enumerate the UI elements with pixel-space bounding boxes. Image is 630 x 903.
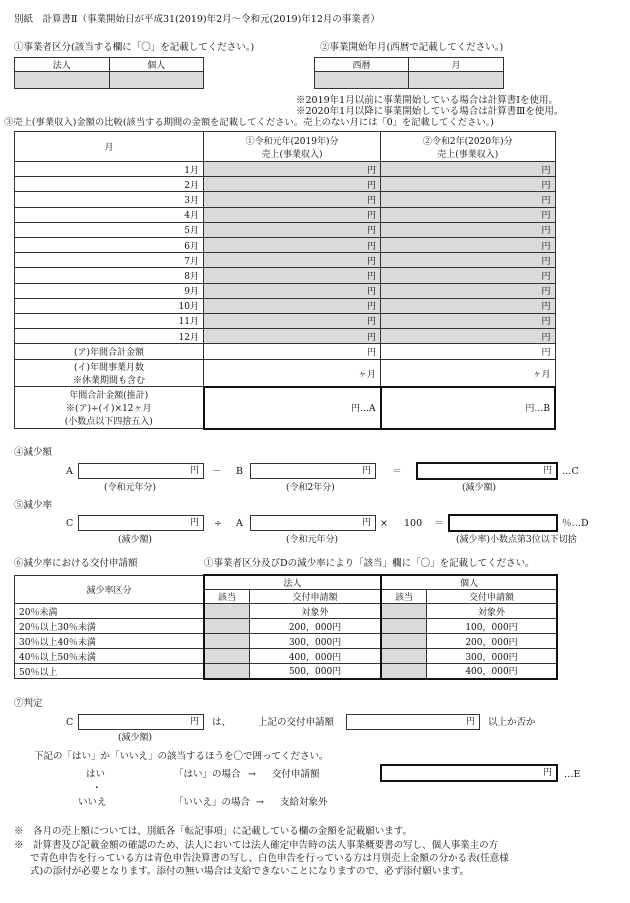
corporation-header: 法人 bbox=[15, 58, 110, 72]
kubun-header: 減少率区分 bbox=[15, 575, 205, 604]
month-label: 5月 bbox=[15, 222, 204, 237]
month-label: 2月 bbox=[15, 177, 204, 192]
corp-check-header: 該当 bbox=[204, 590, 250, 604]
corp-group-header: 法人 bbox=[204, 575, 381, 590]
month-row bbox=[15, 237, 556, 252]
month-row bbox=[15, 207, 556, 222]
sales-2019-cell[interactable]: 円 bbox=[204, 192, 381, 207]
corp-amount-cell: 対象外 bbox=[250, 604, 382, 619]
sales-2019-cell[interactable]: 円 bbox=[204, 177, 381, 192]
equals-sign-2: ＝ bbox=[434, 518, 444, 529]
sales-2019-cell[interactable]: 円 bbox=[204, 298, 381, 313]
sales-2020-header: ②令和2年(2020年)分 売上(事業収入) bbox=[381, 132, 556, 162]
page-title: 別紙 計算書Ⅱ（事業開始日が平成31(2019)年2月～令和元(2019)年12月の事業者） bbox=[14, 14, 380, 25]
label-a: A bbox=[66, 466, 73, 477]
arrow-1: → bbox=[248, 769, 256, 780]
section7-title: ⑦判定 bbox=[14, 698, 43, 709]
corp-amount-cell: 500，000円 bbox=[250, 664, 382, 679]
judge-text: 上記の交付申請額 bbox=[258, 717, 335, 728]
corp-check-cell[interactable] bbox=[204, 604, 250, 619]
grant-table bbox=[14, 574, 558, 680]
sales-2020-cell[interactable]: 円 bbox=[381, 268, 556, 283]
indiv-amount-cell: 200，000円 bbox=[427, 634, 558, 649]
month-label: 3月 bbox=[15, 192, 204, 207]
reduction-b-input[interactable]: 円 bbox=[250, 463, 376, 479]
rate-band-label: 40％以上50％未満 bbox=[15, 649, 205, 664]
section4-title: ④減少額 bbox=[14, 447, 53, 458]
hai-result: 交付申請額 bbox=[272, 769, 320, 780]
section1-title: ①事業者区分(該当する欄に「〇」を記載してください。) bbox=[14, 42, 255, 53]
label-2019-2: (令和元年分) bbox=[286, 535, 339, 545]
section6-title: ⑥減少率における交付申請額 bbox=[14, 558, 138, 569]
indiv-check-cell[interactable] bbox=[381, 664, 427, 679]
sales-2020-cell[interactable]: 円 bbox=[381, 222, 556, 237]
iie-case: 「いいえ」の場合 bbox=[174, 797, 251, 808]
month-label: 11月 bbox=[15, 313, 204, 328]
sales-2020-cell[interactable]: 円 bbox=[381, 192, 556, 207]
label-reduction: (減少額) bbox=[462, 483, 497, 493]
grant-row bbox=[15, 634, 558, 649]
month-column-header: 月 bbox=[15, 132, 204, 162]
sales-2020-cell[interactable]: 円 bbox=[381, 237, 556, 252]
hai-case: 「はい」の場合 bbox=[174, 769, 241, 780]
reduction-c-input[interactable]: 円 bbox=[416, 462, 558, 480]
corp-check-cell[interactable] bbox=[204, 634, 250, 649]
sales-2019-cell[interactable]: 円 bbox=[204, 268, 381, 283]
label-reduction-3: (減少額) bbox=[118, 733, 153, 743]
indiv-check-cell[interactable] bbox=[381, 649, 427, 664]
rate-band-label: 20％以上30％未満 bbox=[15, 619, 205, 634]
month-cell[interactable] bbox=[409, 72, 504, 89]
iie-option[interactable]: いいえ bbox=[78, 797, 107, 808]
e-marker: …E bbox=[564, 769, 581, 780]
sales-2020-cell[interactable]: 円 bbox=[381, 253, 556, 268]
estimate-label: 年間合計金額(推計) ※(ア)÷(イ)×12ヶ月 (小数点以下四捨五入) bbox=[15, 387, 204, 429]
corp-amount-cell: 200，000円 bbox=[250, 619, 382, 634]
sales-table bbox=[14, 131, 556, 430]
grant-row bbox=[15, 604, 558, 619]
sales-2019-cell[interactable]: 円 bbox=[204, 237, 381, 252]
month-row bbox=[15, 268, 556, 283]
month-row bbox=[15, 329, 556, 344]
indiv-group-header: 個人 bbox=[381, 575, 557, 590]
grant-row bbox=[15, 649, 558, 664]
sales-2020-cell[interactable]: 円 bbox=[381, 207, 556, 222]
sales-2019-cell[interactable]: 円 bbox=[204, 222, 381, 237]
total-2020[interactable]: 円 bbox=[381, 344, 556, 360]
estimate-a[interactable]: 円…A bbox=[204, 387, 381, 429]
label-c: C bbox=[66, 518, 74, 529]
corp-check-cell[interactable] bbox=[204, 664, 250, 679]
corp-check-cell[interactable] bbox=[204, 649, 250, 664]
wa-text: は、 bbox=[212, 717, 232, 728]
option-dot: ・ bbox=[92, 783, 102, 794]
grant-row bbox=[15, 619, 558, 634]
indiv-amount-cell: 300，000円 bbox=[427, 649, 558, 664]
hai-option[interactable]: はい bbox=[86, 769, 106, 780]
sales-2019-cell[interactable]: 円 bbox=[204, 313, 381, 328]
judge-c-input[interactable]: 円 bbox=[78, 714, 204, 730]
footer-note-4: 式)の添付が必要となります。添付の無い場合は支給できないことになりますので、必ず添付願います。 bbox=[30, 866, 469, 877]
sales-2019-cell[interactable]: 円 bbox=[204, 283, 381, 298]
indiv-check-cell[interactable] bbox=[381, 604, 427, 619]
indiv-check-cell[interactable] bbox=[381, 619, 427, 634]
label-b: B bbox=[236, 466, 243, 477]
sales-2020-cell[interactable]: 円 bbox=[381, 177, 556, 192]
estimate-b[interactable]: 円…B bbox=[381, 387, 556, 429]
total-label: (ア)年間合計金額 bbox=[15, 344, 204, 360]
month-row bbox=[15, 253, 556, 268]
year-header: 西暦 bbox=[315, 58, 409, 72]
year-cell[interactable] bbox=[315, 72, 409, 89]
total-2019[interactable]: 円 bbox=[204, 344, 381, 360]
label-rate: (減少率)小数点第3位以下切捨 bbox=[456, 535, 577, 545]
sales-2019-cell[interactable]: 円 bbox=[204, 162, 381, 177]
month-row bbox=[15, 162, 556, 177]
sales-2019-cell[interactable]: 円 bbox=[204, 253, 381, 268]
footer-note-2: ※ 計算書及び記載金額の確認のため、法人においては法人確定申告時の法人事業概要書の写し、個人事業主の方 bbox=[14, 840, 499, 851]
month-row bbox=[15, 222, 556, 237]
indiv-check-header: 該当 bbox=[381, 590, 427, 604]
months-count-label: (イ)年間事業月数 ※休業期間も含む bbox=[15, 360, 204, 387]
divide-sign: ÷ bbox=[214, 518, 222, 529]
ijou-text: 以上か否か bbox=[488, 717, 536, 728]
rate-d-input[interactable] bbox=[448, 514, 558, 532]
grant-row bbox=[15, 664, 558, 679]
indiv-check-cell[interactable] bbox=[381, 634, 427, 649]
corp-amount-cell: 300，000円 bbox=[250, 634, 382, 649]
month-label: 8月 bbox=[15, 268, 204, 283]
individual-cell[interactable] bbox=[109, 72, 204, 89]
months-2020[interactable]: ヶ月 bbox=[381, 360, 556, 387]
arrow-2: → bbox=[256, 797, 264, 808]
rate-a-input[interactable]: 円 bbox=[250, 515, 376, 531]
month-row bbox=[15, 192, 556, 207]
section5-title: ⑤減少率 bbox=[14, 500, 53, 511]
label-2019: (令和元年分) bbox=[104, 483, 157, 493]
sales-2020-cell[interactable]: 円 bbox=[381, 283, 556, 298]
note-2: ※2020年1月以降に事業開始している場合は計算書Ⅲを使用。 bbox=[296, 106, 564, 117]
month-row bbox=[15, 283, 556, 298]
month-label: 4月 bbox=[15, 207, 204, 222]
sales-2020-cell[interactable]: 円 bbox=[381, 162, 556, 177]
corp-check-cell[interactable] bbox=[204, 619, 250, 634]
rate-band-label: 50％以上 bbox=[15, 664, 205, 679]
indiv-amount-cell: 400，000円 bbox=[427, 664, 558, 679]
iie-result: 支給対象外 bbox=[280, 797, 328, 808]
equals-sign: ＝ bbox=[392, 466, 402, 477]
judge-instruction: 下記の「はい」か「いいえ」の該当するほうを〇で囲ってください。 bbox=[34, 751, 329, 762]
reduction-a-input[interactable]: 円 bbox=[78, 463, 204, 479]
times-sign: × bbox=[380, 518, 388, 529]
label-reduction-2: (減少額) bbox=[118, 535, 153, 545]
month-label: 6月 bbox=[15, 237, 204, 252]
month-header: 月 bbox=[409, 58, 504, 72]
footer-note-3: で青色申告を行っている方は青色申告決算書の写し、白色申告を行っている方は月別売上金額の分かる表(任意様 bbox=[30, 853, 509, 864]
indiv-amount-cell: 100，000円 bbox=[427, 619, 558, 634]
corp-amount-cell: 400，000円 bbox=[250, 649, 382, 664]
section3-title: ③売上(事業収入)金額の比較(該当する期間の金額を記載してください。売上のない月には「0」を記載してください。) bbox=[4, 117, 494, 128]
minus-sign: － bbox=[212, 466, 222, 477]
note-1: ※2019年1月以前に事業開始している場合は計算書Ⅰを使用。 bbox=[296, 95, 558, 106]
label-a2: A bbox=[236, 518, 243, 529]
month-label: 7月 bbox=[15, 253, 204, 268]
business-type-table bbox=[14, 57, 204, 89]
rate-c-input[interactable]: 円 bbox=[78, 515, 204, 531]
sales-2019-cell[interactable]: 円 bbox=[204, 207, 381, 222]
d-marker: ％…D bbox=[562, 518, 589, 529]
label-c2: C bbox=[66, 717, 74, 728]
rate-band-label: 30％以上40％未満 bbox=[15, 634, 205, 649]
section2-title: ②事業開始年月(西暦で記載してください。) bbox=[320, 42, 504, 53]
month-label: 9月 bbox=[15, 283, 204, 298]
indiv-amount-cell: 対象外 bbox=[427, 604, 558, 619]
month-row bbox=[15, 298, 556, 313]
months-2019[interactable]: ヶ月 bbox=[204, 360, 381, 387]
corp-amount-header: 交付申請額 bbox=[250, 590, 382, 604]
corporation-cell[interactable] bbox=[15, 72, 110, 89]
c-marker: …C bbox=[562, 466, 579, 477]
individual-header: 個人 bbox=[109, 58, 204, 72]
footer-note-1: ※ 各月の売上額については、別紙各「転記事項」に記載している欄の金額を記載願います。 bbox=[14, 826, 413, 837]
hundred: 100 bbox=[404, 518, 423, 529]
sales-2019-cell[interactable]: 円 bbox=[204, 329, 381, 344]
judge-amount-input[interactable]: 円 bbox=[346, 714, 480, 730]
rate-band-label: 20％未満 bbox=[15, 604, 205, 619]
sales-2020-cell[interactable]: 円 bbox=[381, 313, 556, 328]
sales-2020-cell[interactable]: 円 bbox=[381, 329, 556, 344]
month-label: 12月 bbox=[15, 329, 204, 344]
month-row bbox=[15, 177, 556, 192]
start-date-table bbox=[314, 57, 504, 89]
sales-2019-header: ①令和元年(2019年)分 売上(事業収入) bbox=[204, 132, 381, 162]
section6-instruction: ①事業者区分及びDの減少率により「該当」欄に「〇」を記載してください。 bbox=[204, 558, 535, 569]
label-2020: (令和2年分) bbox=[286, 483, 335, 493]
sales-2020-cell[interactable]: 円 bbox=[381, 298, 556, 313]
indiv-amount-header: 交付申請額 bbox=[427, 590, 558, 604]
month-row bbox=[15, 313, 556, 328]
grant-e-input[interactable]: 円 bbox=[380, 764, 558, 782]
month-label: 10月 bbox=[15, 298, 204, 313]
month-label: 1月 bbox=[15, 162, 204, 177]
